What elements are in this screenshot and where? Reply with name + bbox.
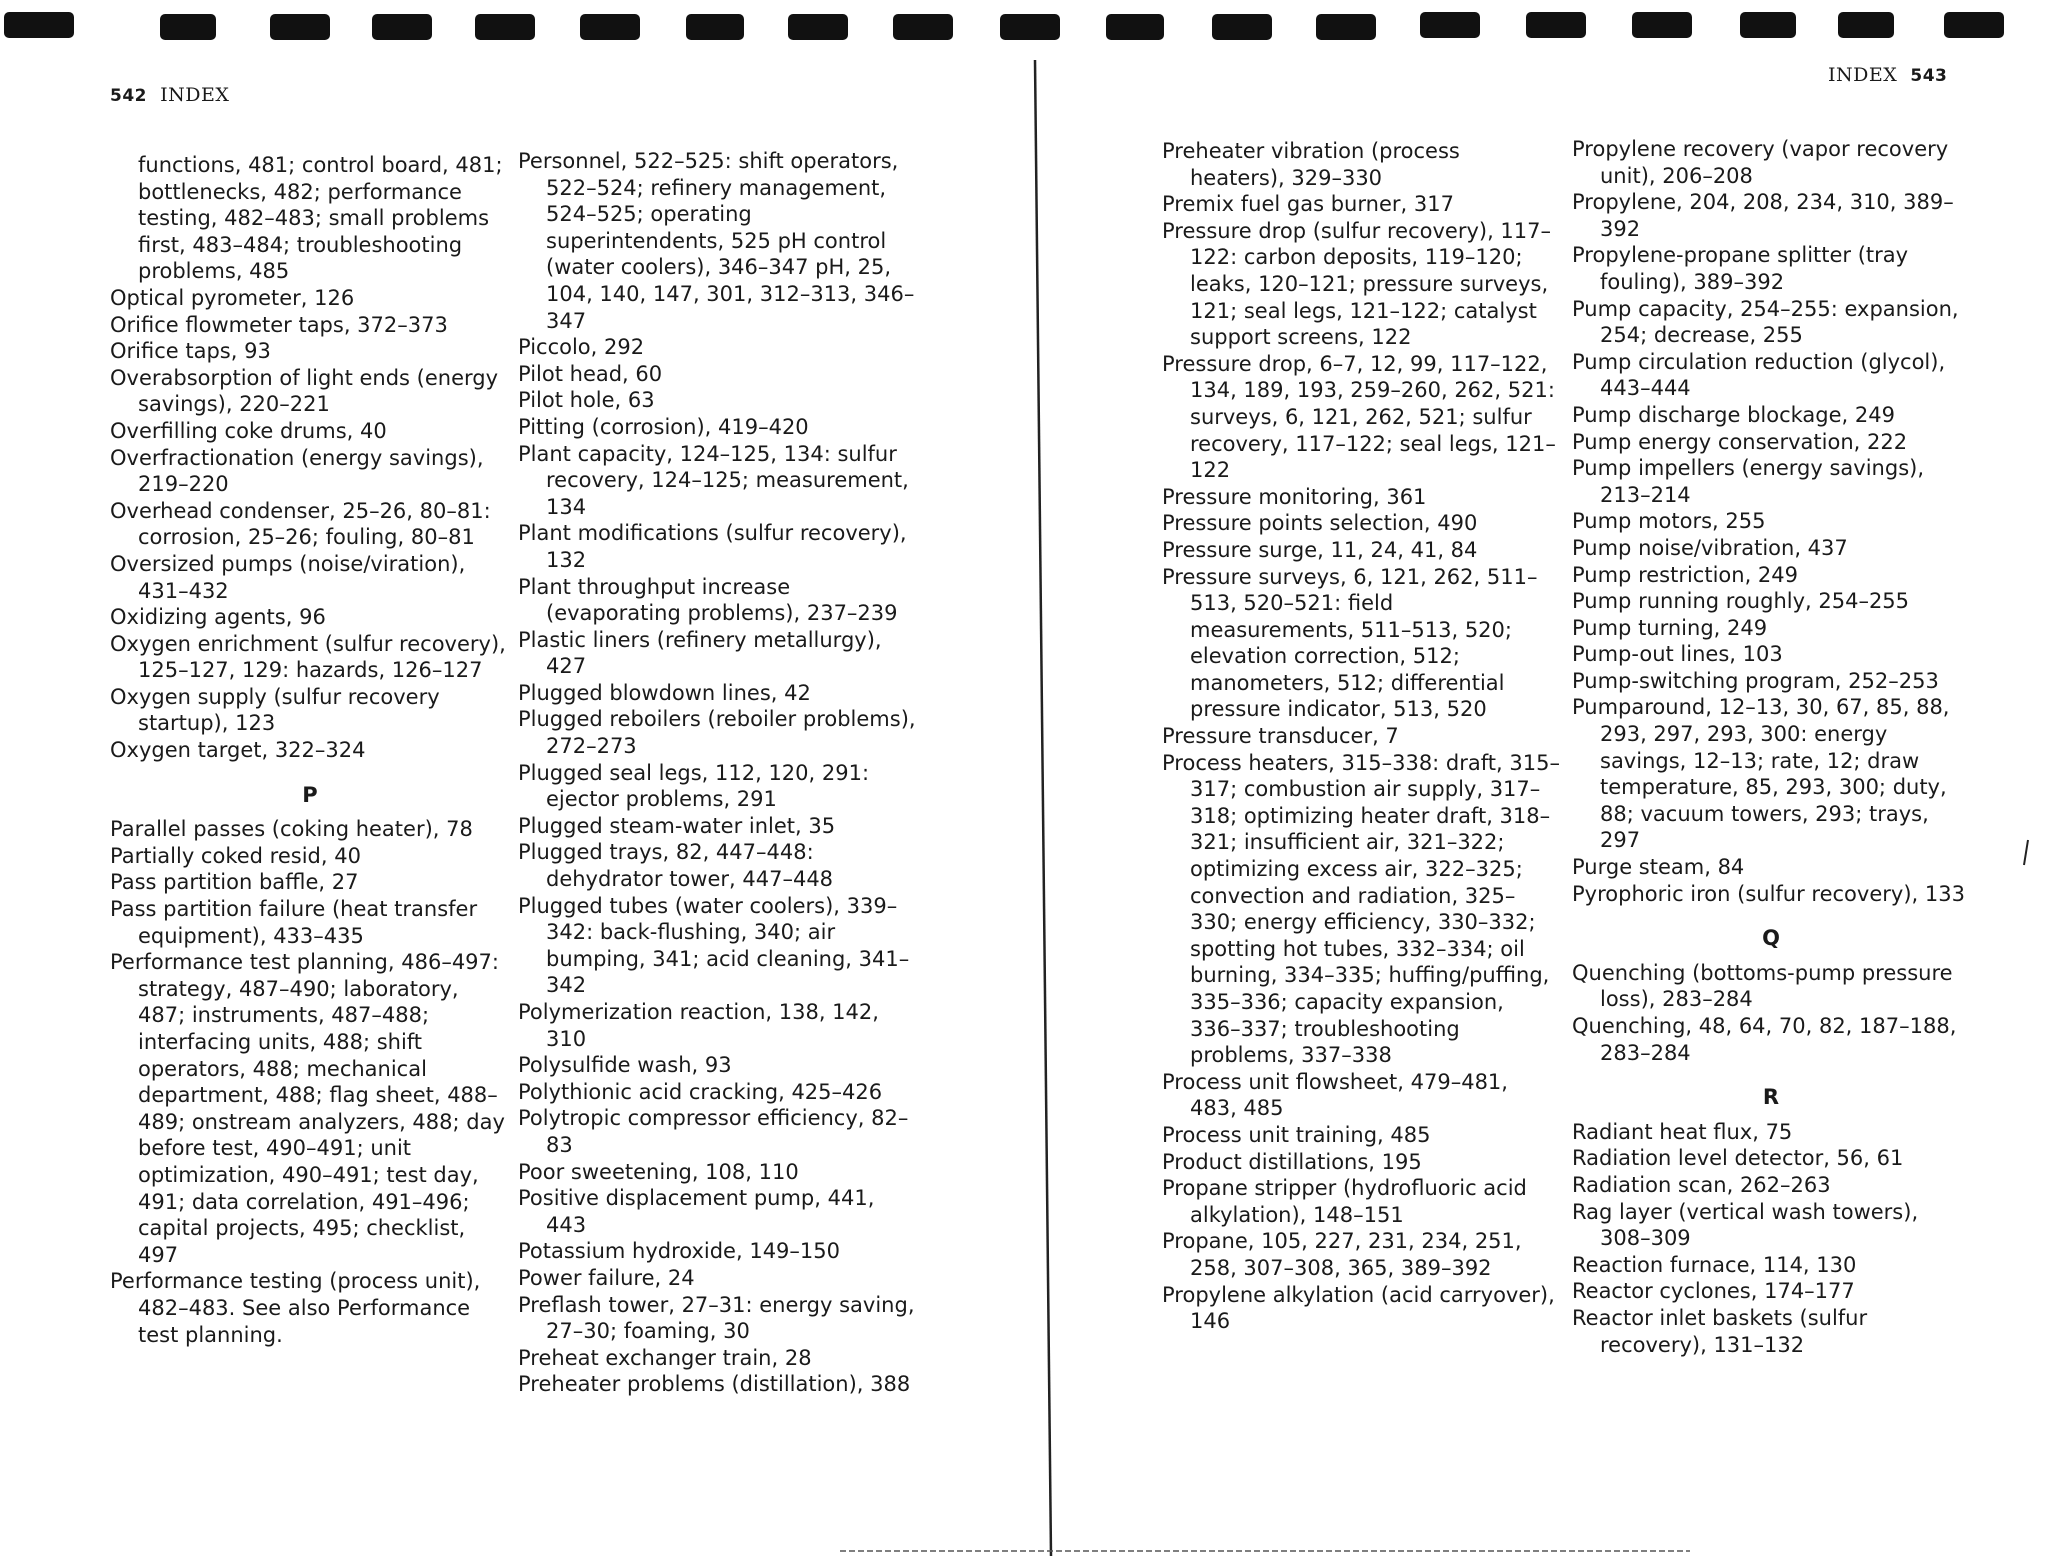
index-entry: Pump energy conservation, 222 [1572, 429, 1908, 454]
index-entry: Personnel, 522–525: shift operators, 522–524; refinery management, 524–525; operating superintendents, 525 pH control (water coolers), 346–347 pH, 25, 104, 140, 147, 301, 312–313, 346–347 [518, 149, 915, 333]
index-entry: Pilot hole, 63 [518, 388, 655, 413]
index-entry: Pump-switching program, 252–253 [1572, 668, 1939, 693]
index-entry: Purge steam, 84 [1572, 855, 1745, 880]
index-entry: Propane, 105, 227, 231, 234, 251, 258, 307–308, 365, 389–392 [1162, 1229, 1522, 1280]
index-entry: Positive displacement pump, 441, 443 [518, 1186, 875, 1237]
index-entry: Process unit training, 485 [1162, 1122, 1431, 1147]
index-entry: Plugged seal legs, 112, 120, 291: ejector problems, 291 [518, 760, 870, 812]
index-entry: Overfilling coke drums, 40 [110, 418, 387, 443]
left-page-header [110, 84, 229, 106]
index-entry: Reactor inlet baskets (sulfur recovery), 131–132 [1572, 1305, 1868, 1357]
index-entry: Poor sweetening, 108, 110 [518, 1159, 799, 1184]
index-entry: Oxygen enrichment (sulfur recovery), 125–127, 129: hazards, 126–127 [110, 631, 506, 683]
index-entry: Pump running roughly, 254–255 [1572, 589, 1910, 614]
index-entry: Pressure surveys, 6, 121, 262, 511–513, 520–521: field measurements, 511–513, 520; elevation correction, 512; manometers, 512; differential pressure indicator, 513, 520 [1162, 564, 1538, 722]
right-header-title: INDEX [1828, 64, 1898, 86]
index-entry: Pressure points selection, 490 [1162, 511, 1478, 536]
index-entry: Pump capacity, 254–255: expansion, 254; decrease, 255 [1572, 296, 1959, 348]
index-entry: Partially coked resid, 40 [110, 843, 361, 868]
index-column-4 [1572, 136, 1970, 1358]
index-entry: Pass partition baffle, 27 [110, 870, 359, 895]
index-entry: Parallel passes (coking heater), 78 [110, 817, 473, 842]
index-entry: Plant throughput increase (evaporating problems), 237–239 [518, 574, 898, 626]
index-entry: Quenching (bottoms-pump pressure loss), 283–284 [1572, 960, 1953, 1012]
index-entry: Propylene, 204, 208, 234, 310, 389–392 [1572, 190, 1954, 241]
index-entry: Rag layer (vertical wash towers), 308–309 [1572, 1199, 1919, 1251]
index-entry: Plastic liners (refinery metallurgy), 427 [518, 627, 882, 679]
index-entry: Polythionic acid cracking, 425–426 [518, 1079, 883, 1104]
index-entry: Pump discharge blockage, 249 [1572, 402, 1895, 427]
index-entry: Premix fuel gas burner, 317 [1162, 192, 1454, 217]
index-entry: Plugged steam-water inlet, 35 [518, 813, 836, 838]
index-entry: Pump motors, 255 [1572, 509, 1766, 534]
left-page-number: 542 [110, 86, 147, 106]
index-column-2 [518, 148, 918, 1398]
index-entry: Process heaters, 315–338: draft, 315–317; combustion air supply, 317–318; optimizing heater draft, 318–321; insufficient air, 321–322; optimizing excess air, 322–325; convection and radiation, 325–330; energy efficiency, 330–332; spotting hot tubes, 332–334; oil burning, 334–335; huffing/puffing, 335–336; capacity expansion, 336–337; troubleshooting problems, 337–338 [1162, 750, 1560, 1068]
index-entry: Oxygen target, 322–324 [110, 738, 366, 763]
index-entry: Oxidizing agents, 96 [110, 605, 326, 630]
index-entry: Orifice flowmeter taps, 372–373 [110, 312, 448, 337]
index-entry: Pressure drop (sulfur recovery), 117–122: carbon deposits, 119–120; leaks, 120–121; pressure surveys, 121; seal legs, 121–122; catalyst support screens, 122 [1162, 218, 1552, 350]
index-entry: Pressure drop, 6–7, 12, 99, 117–122, 134, 189, 193, 259–260, 262, 521: surveys, 6, 121, 262, 521; sulfur recovery, 117–122; seal legs, 121–122 [1162, 351, 1556, 483]
index-entry: Plugged reboilers (reboiler problems), 272–273 [518, 707, 916, 759]
index-entry: Pump turning, 249 [1572, 615, 1768, 640]
margin-mark [2024, 840, 2028, 865]
index-entry: Propylene recovery (vapor recovery unit), 206–208 [1572, 137, 1949, 188]
index-entry: Polymerization reaction, 138, 142, 310 [518, 1000, 879, 1051]
index-entry: Performance testing (process unit), 482–483. See also Performance test planning. [110, 1269, 481, 1347]
index-section-letter: Q [1762, 926, 1780, 951]
index-entry: Oversized pumps (noise/viration), 431–432 [110, 551, 466, 603]
index-entry: Overfractionation (energy savings), 219–220 [110, 445, 484, 497]
index-entry: Plugged blowdown lines, 42 [518, 680, 811, 705]
index-entry: Reactor cyclones, 174–177 [1572, 1279, 1855, 1304]
spine-line [1035, 60, 1051, 1556]
right-page-number: 543 [1910, 66, 1948, 86]
right-page-header [1828, 64, 1947, 86]
index-entry: Preheater vibration (process heaters), 329–330 [1162, 139, 1460, 190]
index-entry: Propylene-propane splitter (tray fouling), 389–392 [1572, 243, 1909, 294]
index-entry: Piccolo, 292 [518, 335, 645, 360]
index-entry: Polysulfide wash, 93 [518, 1053, 732, 1078]
index-entry: Pump impellers (energy savings), 213–214 [1572, 456, 1925, 507]
index-entry: Radiant heat flux, 75 [1572, 1119, 1793, 1144]
index-entry: Plant capacity, 124–125, 134: sulfur recovery, 124–125; measurement, 134 [518, 441, 909, 519]
index-entry: Pressure transducer, 7 [1162, 724, 1399, 749]
index-entry: Oxygen supply (sulfur recovery startup), 123 [110, 684, 440, 736]
index-section-letter: P [302, 782, 318, 807]
index-entry: Power failure, 24 [518, 1265, 695, 1290]
index-entry: Reaction furnace, 114, 130 [1572, 1252, 1857, 1277]
index-entry: Pump-out lines, 103 [1572, 642, 1783, 667]
index-entry: Radiation scan, 262–263 [1572, 1172, 1831, 1197]
index-column-3 [1162, 138, 1560, 1335]
index-entry: Product distillations, 195 [1162, 1149, 1422, 1174]
index-entry: Plant modifications (sulfur recovery), 132 [518, 521, 907, 572]
index-entry: Preheater problems (distillation), 388 [518, 1372, 911, 1397]
index-entry: Pump noise/vibration, 437 [1572, 535, 1848, 560]
index-entry: Plugged tubes (water coolers), 339–342: back-flushing, 340; air bumping, 341; acid cleaning, 341–342 [518, 893, 910, 998]
index-entry: Pumparound, 12–13, 30, 67, 85, 88, 293, 297, 293, 300: energy savings, 12–13; rate, 12; draw temperature, 85, 293, 300; duty, 88; vacuum towers, 293; trays, 297 [1572, 695, 1950, 853]
index-entry: Pyrophoric iron (sulfur recovery), 133 [1572, 881, 1965, 906]
index-entry: Preflash tower, 27–31: energy saving, 27–30; foaming, 30 [518, 1292, 915, 1344]
index-entry: Propane stripper (hydrofluoric acid alkylation), 148–151 [1162, 1176, 1527, 1227]
left-header-title: INDEX [160, 84, 230, 106]
index-entry: Polytropic compressor efficiency, 82–83 [518, 1106, 909, 1157]
index-entry: Potassium hydroxide, 149–150 [518, 1239, 840, 1264]
index-column-1 [110, 152, 510, 1348]
index-entry: Pressure surge, 11, 24, 41, 84 [1162, 537, 1478, 562]
index-entry: Process unit flowsheet, 479–481, 483, 485 [1162, 1069, 1508, 1121]
index-entry: Optical pyrometer, 126 [110, 285, 355, 310]
index-entry: Pitting (corrosion), 419–420 [518, 414, 809, 439]
index-entry: Quenching, 48, 64, 70, 82, 187–188, 283–284 [1572, 1014, 1957, 1065]
index-entry: Pump circulation reduction (glycol), 443–444 [1572, 349, 1946, 401]
index-entry: Pilot head, 60 [518, 361, 663, 386]
index-entry: Overhead condenser, 25–26, 80–81: corrosion, 25–26; fouling, 80–81 [110, 498, 491, 550]
index-entry: Overabsorption of light ends (energy savings), 220–221 [110, 365, 499, 417]
index-entry: Propylene alkylation (acid carryover), 146 [1162, 1282, 1555, 1334]
index-entry: Orifice taps, 93 [110, 339, 271, 364]
punch-holes [4, 12, 2004, 40]
index-entry: Plugged trays, 82, 447–448: dehydrator tower, 447–448 [518, 840, 834, 892]
index-section-letter: R [1762, 1085, 1780, 1110]
index-entry: Performance test planning, 486–497: strategy, 487–490; laboratory, 487; instruments, 487–488; interfacing units, 488; shift operators, 488; mechanical department, 488; flag sheet, 488–489; onstream analyzers, 488; day before test, 490–491; unit optimization, 490–491; test day, 491; data correlation, 491–496; capital projects, 495; checklist, 497 [110, 950, 505, 1267]
index-entry: functions, 481; control board, 481; bottlenecks, 482; performance testing, 482–483; small problems first, 483–484; troubleshooting problems, 485 [138, 153, 503, 284]
index-entry: Radiation level detector, 56, 61 [1572, 1146, 1904, 1171]
index-entry: Pass partition failure (heat transfer equipment), 433–435 [110, 897, 478, 948]
index-entry: Pressure monitoring, 361 [1162, 484, 1427, 509]
index-entry: Pump restriction, 249 [1572, 562, 1799, 587]
index-entry: Preheat exchanger train, 28 [518, 1345, 812, 1370]
